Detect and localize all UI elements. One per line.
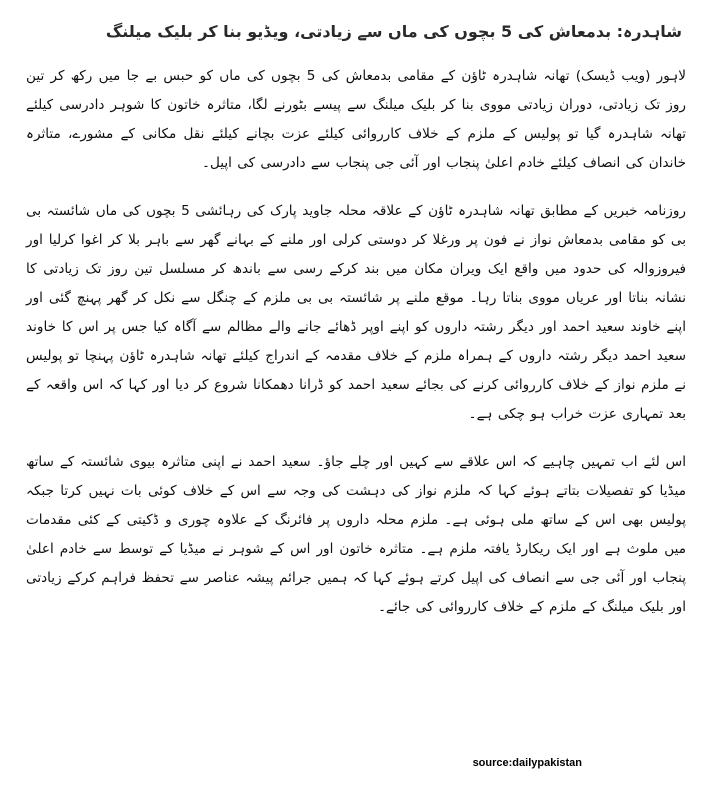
article-paragraph-1: لاہور (ویب ڈیسک) تھانہ شاہدرہ ٹاﺅن کے مقامی بدمعاش کی 5 بچوں کی ماں کو حبس بے جا میں رکھ کر تین روز تک زیادتی، دوران زیادتی مووی بنا کر بلیک میلنگ سے پیسے بٹورنے لگا، متاثرہ خاتون کا شوہر دادرسی کیلئے تھانہ شاہدرہ گیا تو پولیس کے ملزم کے خلاف کارروائی کیلئے عزت بچانے کیلئے نقل مکانی کے مشورے، متاثرہ خاندان کی انصاف کیلئے خادم اعلیٰ پنجاب اور آئی جی پنجاب سے دادرسی کی اپیل۔ [26, 68, 686, 171]
source-credit: source:dailypakistan [472, 757, 582, 769]
article-title: شاہدرہ: بدمعاش کی 5 بچوں کی ماں سے زیادتی، ویڈیو بنا کر بلیک میلنگ [105, 22, 682, 41]
article-paragraph-2: روزنامہ خبریں کے مطابق تھانہ شاہدرہ ٹاﺅن کے علاقہ محلہ جاوید پارک کی رہائشی 5 بچوں کی ماں شائستہ بی بی کو مقامی بدمعاش نواز نے فون پر ورغلا کر دوستی کرلی اور ملنے کے بہانے گھر سے باہر بلا کر اغوا کرلیا اور فیروزوالہ کی حدود میں واقع ایک ویران مکان میں بند کرکے رسی سے باندھ کر مسلسل تین روز تک زیادتی کا نشانہ بناتا اور عریاں مووی بناتا رہا۔ موقع ملنے پر شائستہ بی بی ملزم کے چنگل سے نکل کر گھر پہنچ گئی اور اپنے خاوند سعید احمد اور دیگر رشتہ داروں کو اپنے اوپر ڈھائے جانے والے مظالم سے آگاہ کیا جس پر اس کا خاوند سعید احمد دیگر رشتہ داروں کے ہمراہ ملزم کے خلاف مقدمہ کے اندراج کیلئے تھانہ شاہدرہ ٹاﺅن پہنچا تو پولیس نے ملزم نواز کے خلاف کارروائی کرنے کی بجائے سعید احمد کو ڈرانا دھمکانا شروع کر دیا اور کہا کہ اس واقعہ کے بعد تمہاری عزت خراب ہو چکی ہے۔ [26, 203, 686, 422]
article-paragraph-3: اس لئے اب تمہیں چاہیے کہ اس علاقے سے کہیں اور چلے جاﺅ۔ سعید احمد نے اپنی متاثرہ بیوی شائستہ کے ساتھ میڈیا کو تفصیلات بتاتے ہوئے کہا کہ ملزم نواز کی دہشت کی وجہ سے اس کے خلاف کوئی بات نہیں کرتا جبکہ پولیس بھی اس کے ساتھ ملی ہوئی ہے۔ ملزم محلہ داروں پر فائرنگ کے علاوہ چوری و ڈکیتی کے کئی مقدمات میں ملوث ہے اور ایک ریکارڈ یافتہ ملزم ہے۔ متاثرہ خاتون اور اس کے شوہر نے میڈیا کے توسط سے خادم اعلیٰ پنجاب اور آئی جی سے انصاف کی اپیل کرتے ہوئے کہا کہ ہمیں جرائم پیشہ عناصر سے تحفظ فراہم کرکے زیادتی اور بلیک میلنگ کے ملزم کے خلاف کارروائی کی جائے۔ [26, 454, 686, 615]
